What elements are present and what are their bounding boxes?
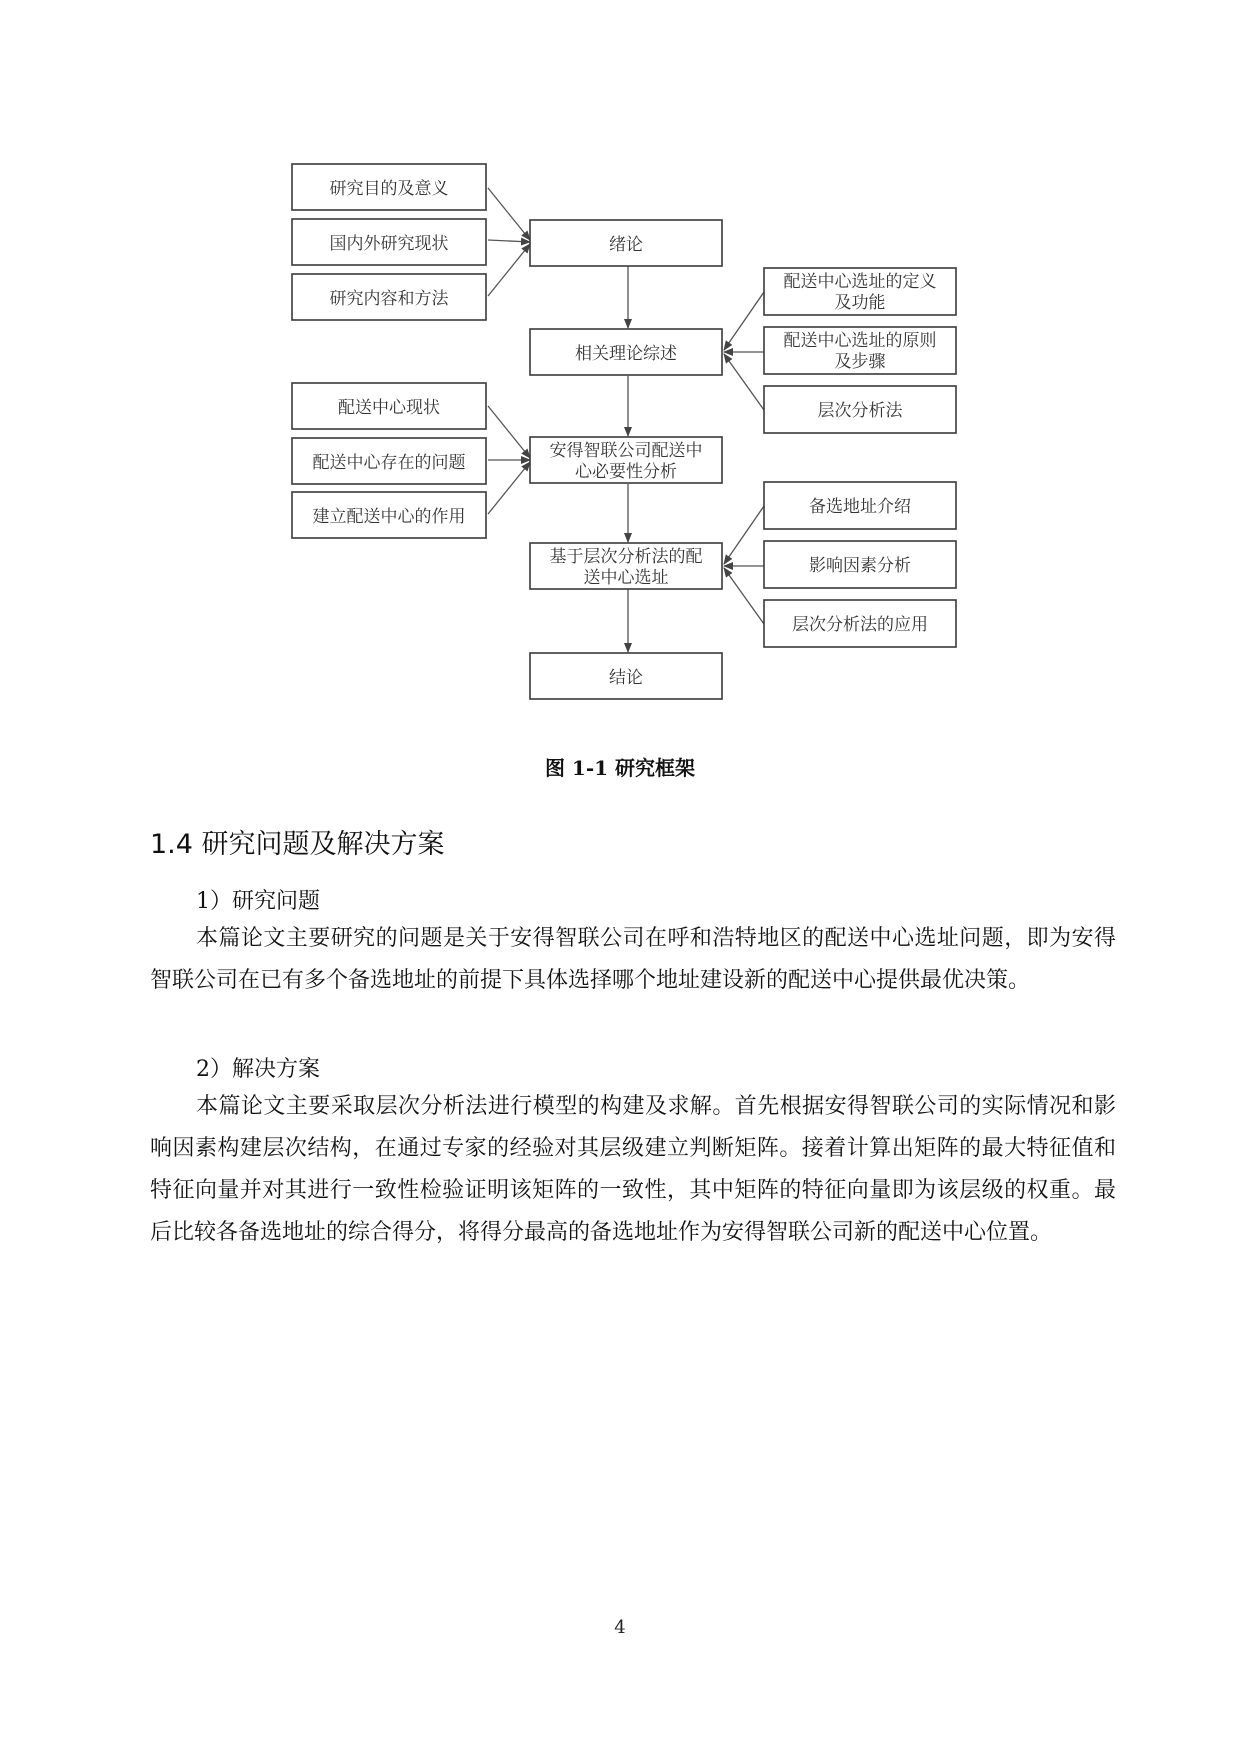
left-box-dc-status bbox=[292, 383, 486, 429]
left-box-research-purpose-label: 研究目的及意义 bbox=[329, 179, 449, 199]
right-box-site-definition-label-line1: 配送中心选址的定义 bbox=[783, 272, 937, 292]
main-box-ahp-site-selection bbox=[530, 543, 722, 589]
main-box-theory-review bbox=[530, 329, 722, 375]
right-box-ahp-label: 层次分析法 bbox=[817, 401, 903, 421]
figure-caption: 图 1-1 研究框架 bbox=[544, 756, 696, 780]
right-box-site-principles-label-line2: 及步骤 bbox=[834, 352, 886, 372]
right-box-site-principles bbox=[764, 327, 956, 374]
right-box-influence-factors bbox=[764, 541, 956, 588]
section-heading: 1.4 研究问题及解决方案 bbox=[150, 829, 445, 860]
right-box-ahp-application bbox=[764, 600, 956, 647]
subheading-research-question: 1）研究问题 bbox=[196, 889, 320, 914]
right-box-site-principles-label-line1: 配送中心选址的原则 bbox=[783, 331, 937, 351]
main-box-theory-review-label: 相关理论综述 bbox=[575, 344, 677, 364]
left-box-dc-problems bbox=[292, 438, 486, 484]
paragraph-research-question: 本篇论文主要研究的问题是关于安得智联公司在呼和浩特地区的配送中心选址问题，即为安得智联公司在已有多个备选地址的前提下具体选择哪个地址建设新的配送中心提供最优决策。 bbox=[150, 926, 1116, 993]
left-box-research-content-label: 研究内容和方法 bbox=[329, 289, 449, 309]
main-box-conclusion-label: 结论 bbox=[609, 668, 643, 688]
right-box-ahp bbox=[764, 386, 956, 433]
left-box-dc-problems-label: 配送中心存在的问题 bbox=[312, 453, 466, 473]
right-box-influence-factors-label: 影响因素分析 bbox=[809, 556, 911, 576]
main-box-introduction-label: 绪论 bbox=[609, 235, 643, 255]
main-box-necessity-analysis bbox=[530, 437, 722, 483]
left-box-dc-status-label: 配送中心现状 bbox=[338, 398, 440, 418]
right-box-ahp-application-label: 层次分析法的应用 bbox=[792, 615, 928, 635]
main-box-necessity-analysis-label-line2: 心必要性分析 bbox=[575, 462, 677, 482]
page-number: 4 bbox=[614, 1617, 626, 1638]
main-box-ahp-site-selection-label-line2: 送中心选址 bbox=[583, 568, 669, 588]
left-box-research-status-label: 国内外研究现状 bbox=[329, 234, 449, 254]
right-box-candidate-sites-label: 备选地址介绍 bbox=[809, 497, 911, 517]
left-box-research-status bbox=[292, 219, 486, 265]
main-box-necessity-analysis-label-line1: 安得智联公司配送中 bbox=[549, 441, 703, 461]
right-box-site-definition bbox=[764, 268, 956, 315]
left-box-dc-role bbox=[292, 492, 486, 538]
left-box-research-purpose bbox=[292, 164, 486, 210]
paragraph-solution: 本篇论文主要采取层次分析法进行模型的构建及求解。首先根据安得智联公司的实际情况和影响因素构建层次结构，在通过专家的经验对其层级建立判断矩阵。接着计算出矩阵的最大特征值和特征向量并对其进行一致性检验证明该矩阵的一致性，其中矩阵的特征向量即为该层级的权重。最后比较各备选地址的综合得分，将得分最高的备选地址作为安得智联公司新的配送中心位置。 bbox=[150, 1094, 1116, 1245]
research-framework-diagram bbox=[0, 0, 1240, 740]
subheading-solution: 2）解决方案 bbox=[196, 1057, 320, 1082]
right-box-candidate-sites bbox=[764, 482, 956, 529]
left-box-research-content bbox=[292, 274, 486, 320]
main-box-introduction bbox=[530, 220, 722, 266]
right-box-site-definition-label-line2: 及功能 bbox=[834, 293, 886, 313]
main-box-ahp-site-selection-label-line1: 基于层次分析法的配 bbox=[549, 547, 703, 567]
main-box-conclusion bbox=[530, 653, 722, 699]
left-box-dc-role-label: 建立配送中心的作用 bbox=[312, 507, 466, 527]
